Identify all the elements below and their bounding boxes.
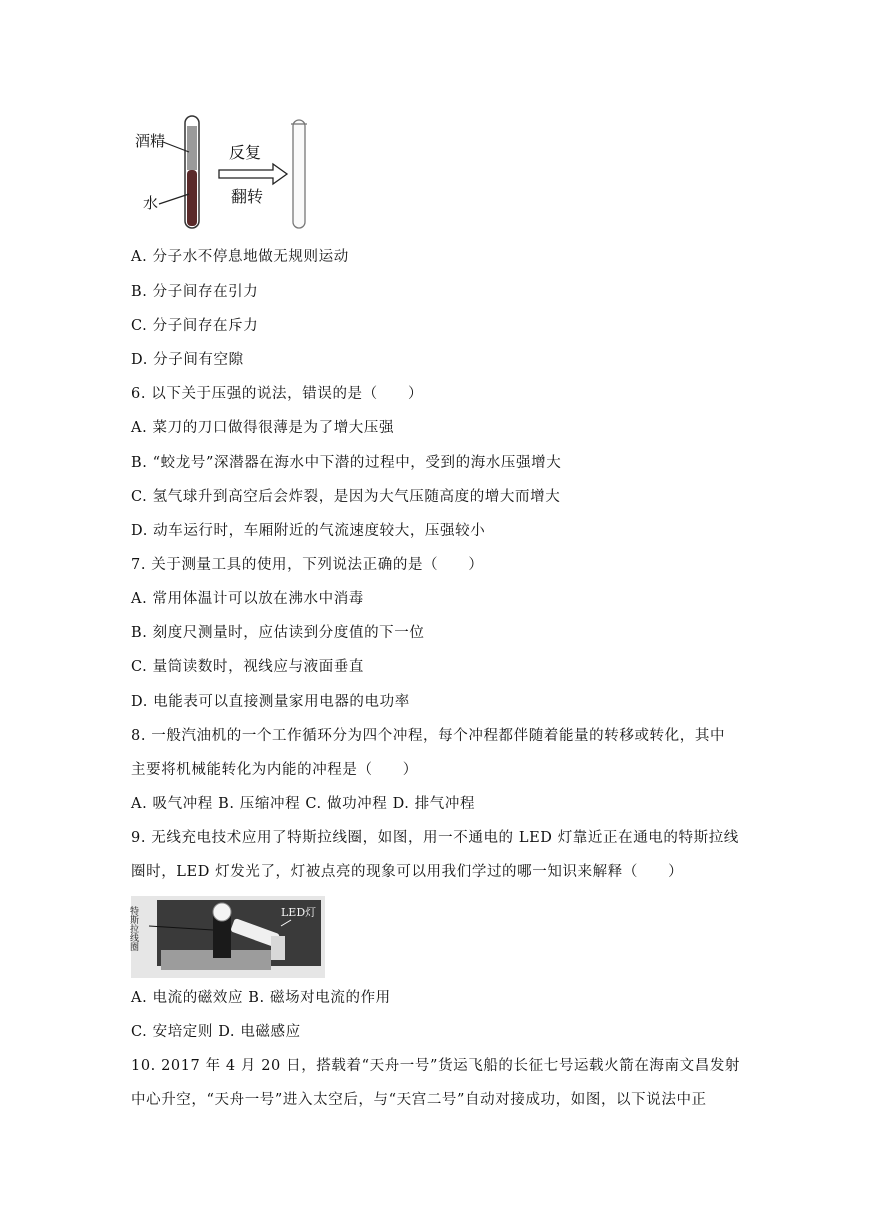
q6-option-d: D. 动车运行时，车厢附近的气流速度较大，压强较小 bbox=[131, 523, 486, 539]
q9-options-line1: A. 电流的磁效应 B. 磁场对电流的作用 bbox=[131, 990, 391, 1006]
q7-option-b: B. 刻度尺测量时，应估读到分度值的下一位 bbox=[131, 625, 425, 641]
q9-stem-line1: 9. 无线充电技术应用了特斯拉线圈，如图，用一不通电的 LED 灯靠近正在通电的特斯拉线 bbox=[131, 830, 739, 846]
q5-option-c: C. 分子间存在斥力 bbox=[131, 318, 259, 334]
q10-stem-line2: 中心升空，“天舟一号”进入太空后，与“天宫二号”自动对接成功，如图，以下说法中正 bbox=[131, 1092, 707, 1108]
q6-option-a: A. 菜刀的刀口做得很薄是为了增大压强 bbox=[131, 420, 395, 436]
label-flip: 翻转 bbox=[231, 187, 264, 206]
q9-stem-line2: 圈时，LED 灯发光了，灯被点亮的现象可以用我们学过的哪一知识来解释（ ） bbox=[131, 864, 684, 880]
q8-stem-line1: 8. 一般汽油机的一个工作循环分为四个冲程，每个冲程都伴随着能量的转移或转化，其中 bbox=[131, 728, 726, 744]
label-tesla-coil: 特斯拉线圈 bbox=[128, 906, 138, 951]
q5-option-a: A. 分子水不停息地做无规则运动 bbox=[131, 249, 349, 265]
label-led: LED灯 bbox=[281, 906, 317, 919]
q10-stem-line1: 10. 2017 年 4 月 20 日，搭载着“天舟一号”货运飞船的长征七号运载火箭在海南文昌发射 bbox=[131, 1058, 741, 1074]
tesla-coil-led-photo bbox=[128, 896, 325, 978]
q9-options-line2: C. 安培定则 D. 电磁感应 bbox=[131, 1024, 301, 1040]
q8-options: A. 吸气冲程 B. 压缩冲程 C. 做功冲程 D. 排气冲程 bbox=[131, 796, 476, 812]
q6-option-c: C. 氢气球升到高空后会炸裂，是因为大气压随高度的增大而增大 bbox=[131, 489, 561, 505]
q7-stem: 7. 关于测量工具的使用，下列说法正确的是（ ） bbox=[131, 557, 484, 573]
label-water: 水 bbox=[143, 194, 159, 212]
q7-option-c: C. 量筒读数时，视线应与液面垂直 bbox=[131, 659, 364, 675]
q8-stem-line2: 主要将机械能转化为内能的冲程是（ ） bbox=[131, 762, 418, 778]
q5-option-b: B. 分子间存在引力 bbox=[131, 284, 259, 300]
q7-option-d: D. 电能表可以直接测量家用电器的电功率 bbox=[131, 694, 410, 710]
label-alcohol: 酒精 bbox=[135, 132, 166, 150]
alcohol-water-tube-figure bbox=[133, 112, 333, 234]
q6-stem: 6. 以下关于压强的说法，错误的是（ ） bbox=[131, 386, 424, 402]
label-repeat: 反复 bbox=[229, 143, 262, 162]
q7-option-a: A. 常用体温计可以放在沸水中消毒 bbox=[131, 591, 364, 607]
q6-option-b: B. “蛟龙号”深潜器在海水中下潜的过程中，受到的海水压强增大 bbox=[131, 455, 562, 471]
q5-option-d: D. 分子间有空隙 bbox=[131, 352, 244, 368]
